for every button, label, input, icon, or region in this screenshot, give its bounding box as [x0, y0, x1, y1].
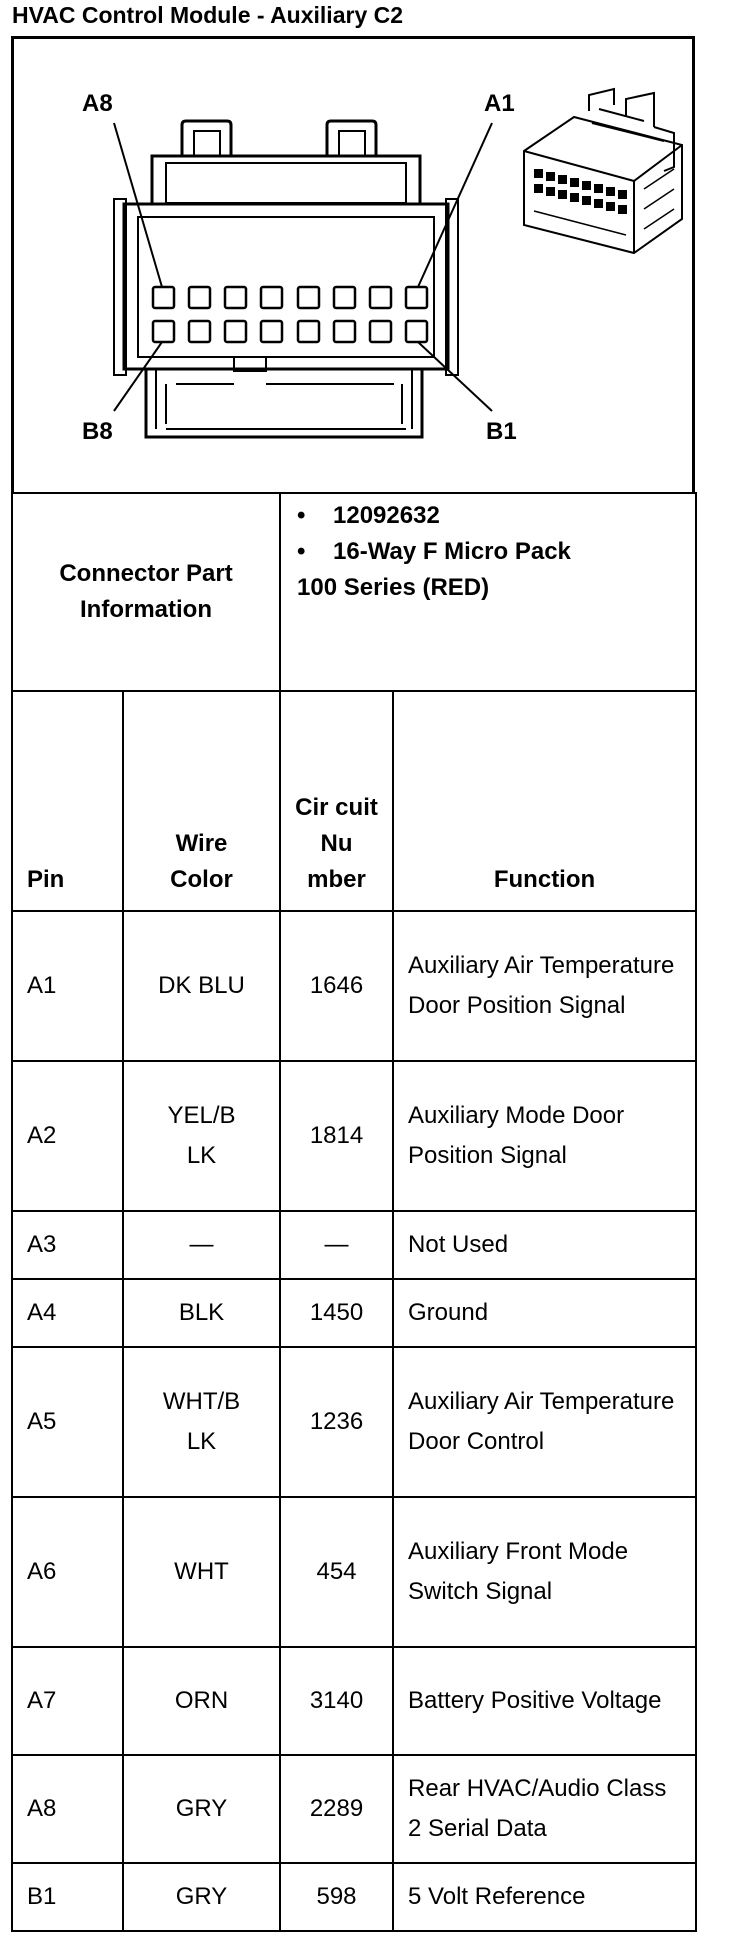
connector-diagram-panel	[11, 36, 695, 492]
pin-label-b8: B8	[82, 418, 113, 445]
connector-series: 100 Series (RED)	[297, 574, 490, 601]
connector-3d-illustration	[524, 89, 682, 253]
pin-label-b1: B1	[486, 418, 517, 445]
row-pin: A5	[12, 1347, 123, 1497]
part-info-label: Connector Part Information	[12, 493, 280, 691]
table-row	[12, 911, 696, 1061]
row-wire-color: GRY	[123, 1863, 280, 1931]
row-wire-color: ORN	[123, 1647, 280, 1755]
row-function: Battery Positive Voltage	[393, 1647, 696, 1755]
table-row	[12, 1863, 696, 1931]
row-wire-color: BLK	[123, 1279, 280, 1347]
connector-face-diagram	[14, 39, 698, 495]
row-wire-color: WHT	[123, 1497, 280, 1647]
row-wire-color: WHT/BLK	[123, 1347, 280, 1497]
row-function: 5 Volt Reference	[393, 1863, 696, 1931]
part-number-bullet: • 12092632	[297, 502, 440, 529]
row-function: Auxiliary Mode Door Position Signal	[393, 1061, 696, 1211]
header-wire-color: Wire Color	[123, 691, 280, 911]
row-pin: A1	[12, 911, 123, 1061]
row-circuit: 1646	[280, 911, 393, 1061]
row-wire-color: YEL/BLK	[123, 1061, 280, 1211]
table-row	[12, 1647, 696, 1755]
row-circuit: 1450	[280, 1279, 393, 1347]
row-pin: A3	[12, 1211, 123, 1279]
row-circuit: 1236	[280, 1347, 393, 1497]
pin-label-a1: A1	[484, 90, 515, 117]
row-wire-color: DK BLU	[123, 911, 280, 1061]
row-function: Rear HVAC/Audio Class 2 Serial Data	[393, 1755, 696, 1863]
table-row	[12, 1497, 696, 1647]
row-wire-color: GRY	[123, 1755, 280, 1863]
pin-cavities	[153, 287, 427, 342]
row-circuit: 454	[280, 1497, 393, 1647]
part-info-values	[280, 493, 696, 691]
table-row	[12, 1755, 696, 1863]
table-row	[12, 1279, 696, 1347]
row-function: Ground	[393, 1279, 696, 1347]
row-circuit: 1814	[280, 1061, 393, 1211]
row-pin: B1	[12, 1863, 123, 1931]
table-row	[12, 1347, 696, 1497]
row-pin: A6	[12, 1497, 123, 1647]
row-function: Auxiliary Air Temperature Door Control	[393, 1347, 696, 1497]
row-function: Not Used	[393, 1211, 696, 1279]
row-circuit: —	[280, 1211, 393, 1279]
part-info-row	[12, 493, 696, 691]
header-pin: Pin	[12, 691, 123, 911]
row-wire-color: —	[123, 1211, 280, 1279]
row-pin: A2	[12, 1061, 123, 1211]
connector-body	[114, 121, 458, 437]
row-function: Auxiliary Air Temperature Door Position Signal	[393, 911, 696, 1061]
row-function: Auxiliary Front Mode Switch Signal	[393, 1497, 696, 1647]
row-circuit: 2289	[280, 1755, 393, 1863]
header-function: Function	[393, 691, 696, 911]
row-pin: A7	[12, 1647, 123, 1755]
row-pin: A8	[12, 1755, 123, 1863]
row-pin: A4	[12, 1279, 123, 1347]
connector-type: 16-Way F Micro Pack	[333, 538, 571, 565]
document-title: HVAC Control Module - Auxiliary C2	[12, 2, 404, 28]
connector-pinout-table	[11, 492, 697, 1932]
table-row	[12, 1211, 696, 1279]
header-circuit-number: Cir cuit Nu mber	[280, 691, 393, 911]
row-circuit: 598	[280, 1863, 393, 1931]
row-circuit: 3140	[280, 1647, 393, 1755]
table-row	[12, 1061, 696, 1211]
pin-label-a8: A8	[82, 90, 113, 117]
part-number: 12092632	[333, 502, 440, 529]
connector-type-bullet: • 16-Way F Micro Pack	[297, 538, 571, 565]
table-header-row	[12, 691, 696, 911]
